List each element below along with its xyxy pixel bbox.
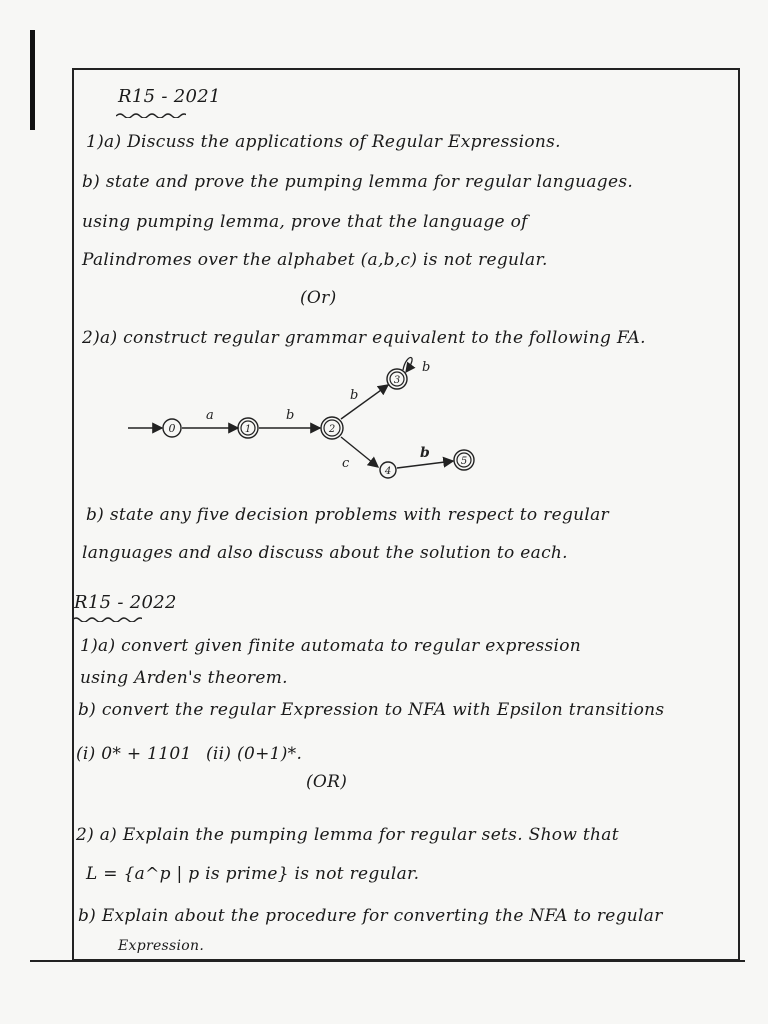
q1b-part-ii-2022: (ii) (0+1)*. <box>206 744 303 764</box>
state-4 <box>380 462 396 478</box>
transition-2-4-label: c <box>342 456 350 471</box>
or-divider-2021: (Or) <box>300 288 337 308</box>
q1a-line2-2022: using Arden's theorem. <box>80 668 288 688</box>
transition-0-1-label: a <box>206 408 214 423</box>
q2b-2022: b) Explain about the procedure for converting the NFA to regular <box>78 906 663 926</box>
state-0-label: 0 <box>168 422 176 435</box>
or-divider-2022: (OR) <box>306 772 348 792</box>
self-loop-3 <box>403 357 412 372</box>
state-0 <box>163 419 181 437</box>
heading-underline-2022 <box>72 616 142 622</box>
q1b-part-i-2022: (i) 0* + 1101 <box>76 744 192 764</box>
transition-4-5-label: b <box>420 445 430 461</box>
binding-mark <box>30 30 35 130</box>
heading-underline <box>116 112 186 118</box>
section-heading-2022: R15 - 2022 <box>74 592 177 613</box>
state-3 <box>387 369 407 389</box>
q2b-2021: b) state any five decision problems with respect to regular <box>86 505 609 525</box>
state-1 <box>238 418 258 438</box>
q1a-2021: 1)a) Discuss the applications of Regular Expressions. <box>86 132 561 152</box>
q2a-2021: 2)a) construct regular grammar equivalent to the following FA. <box>82 328 646 348</box>
state-3-label: 3 <box>393 375 401 386</box>
q2b-line2-2022: Expression. <box>118 938 205 954</box>
transition-3-3-label: b <box>422 360 431 375</box>
q2a-2022: 2) a) Explain the pumping lemma for regular sets. Show that <box>76 825 619 845</box>
section-heading-2021: R15 - 2021 <box>118 86 221 107</box>
state-2 <box>321 417 343 439</box>
state-5 <box>454 450 474 470</box>
q1b-2021: b) state and prove the pumping lemma for regular languages. <box>82 172 634 192</box>
bottom-rule <box>30 960 745 962</box>
state-1-label: 1 <box>244 424 252 435</box>
q1b-line2-2021: using pumping lemma, prove that the language of <box>82 212 528 232</box>
q1b-2022: b) convert the regular Expression to NFA with Epsilon transitions <box>78 700 665 720</box>
q2a-line2-2022: L = {a^p | p is prime} is not regular. <box>86 864 420 884</box>
finite-automaton-diagram <box>120 355 500 485</box>
transition-2-3-label: b <box>350 388 359 403</box>
state-2-label: 2 <box>328 424 336 435</box>
q2b-line2-2021: languages and also discuss about the solution to each. <box>82 543 568 563</box>
state-4-label: 4 <box>384 466 392 477</box>
transition-1-2-label: b <box>286 408 295 423</box>
q1b-line3-2021: Palindromes over the alphabet (a,b,c) is not regular. <box>82 250 548 270</box>
state-5-label: 5 <box>460 456 468 467</box>
q1a-2022: 1)a) convert given finite automata to regular expression <box>80 636 582 656</box>
